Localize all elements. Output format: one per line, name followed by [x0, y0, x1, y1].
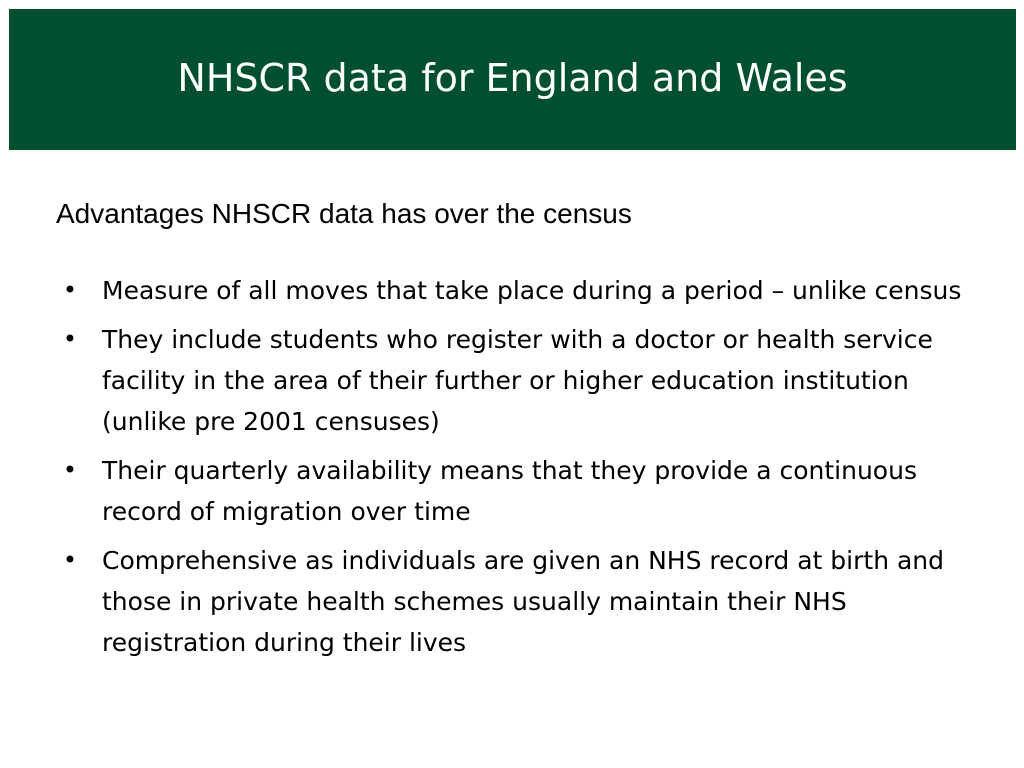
bullet-icon: •: [62, 546, 78, 574]
bullet-icon: •: [62, 276, 78, 304]
subheading: Advantages NHSCR data has over the census: [56, 198, 632, 229]
bullet-text: Measure of all moves that take place during a period – unlike census: [102, 276, 962, 305]
bullet-item: [60, 270, 980, 311]
bullet-icon: •: [62, 456, 78, 484]
bullet-text: Their quarterly availability means that they provide a continuous record of migration over time: [102, 456, 917, 526]
bullet-list: [60, 270, 980, 671]
bullet-item: [60, 450, 980, 532]
bullet-text: Comprehensive as individuals are given an NHS record at birth and those in private health schemes usually maintain their NHS registration during their lives: [102, 546, 945, 657]
bullet-item: [60, 319, 980, 442]
bullet-text: They include students who register with a doctor or health service facility in the area of their further or higher education institution (unlike pre 2001 censuses): [102, 325, 933, 436]
bullet-icon: •: [62, 325, 78, 353]
title-bar: [9, 9, 1016, 150]
bullet-item: [60, 540, 980, 663]
slide-title: NHSCR data for England and Wales: [177, 55, 848, 100]
